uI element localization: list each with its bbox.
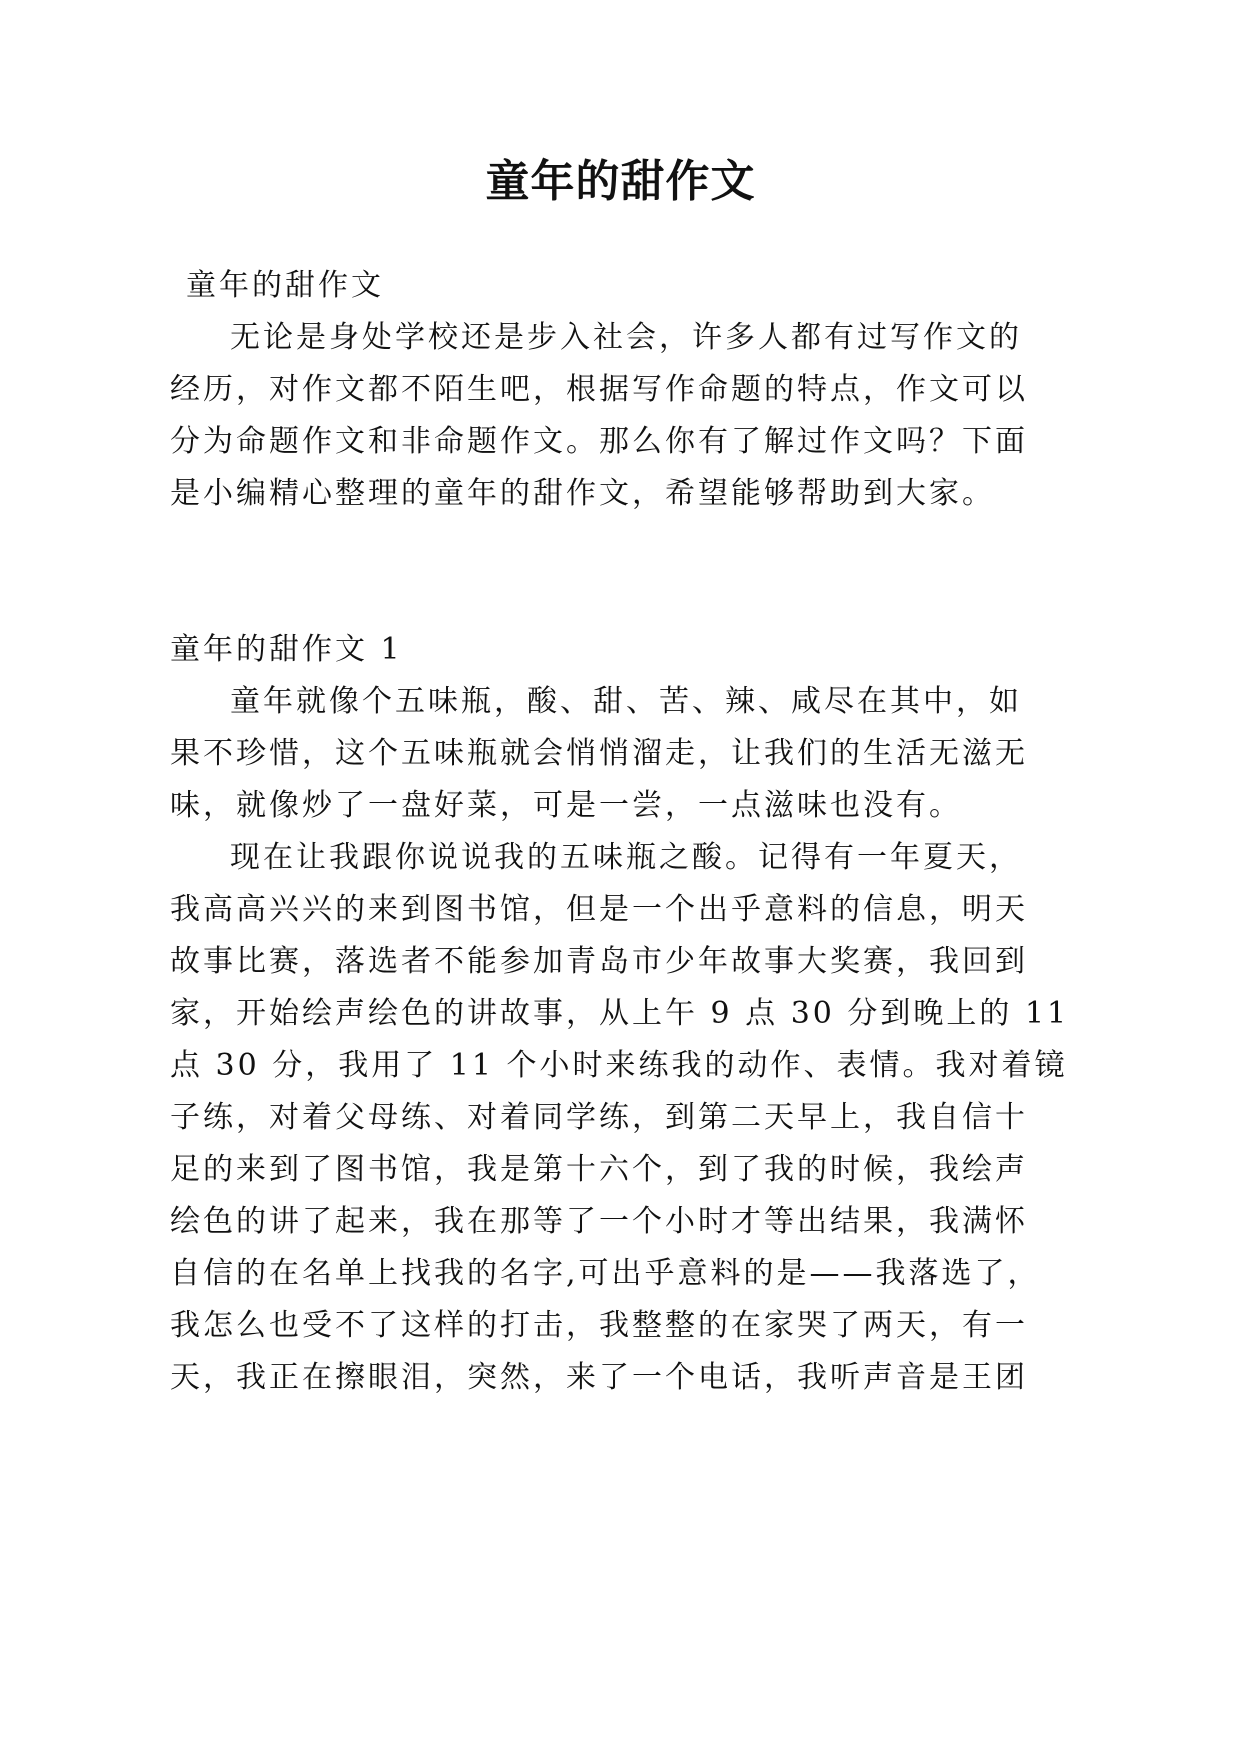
paragraph-line: 我怎么也受不了这样的打击，我整整的在家哭了两天，有一 <box>170 1308 1028 1343</box>
paragraph-line: 故事比赛，落选者不能参加青岛市少年故事大奖赛，我回到 <box>170 944 1028 979</box>
intro-line: 无论是身处学校还是步入社会，许多人都有过写作文的 <box>230 320 1022 355</box>
paragraph-line: 果不珍惜，这个五味瓶就会悄悄溜走，让我们的生活无滋无 <box>170 736 1028 771</box>
paragraph-line: 自信的在名单上找我的名字,可出乎意料的是——我落选了， <box>170 1256 1041 1291</box>
document-subtitle: 童年的甜作文 <box>186 268 384 303</box>
intro-line: 经历，对作文都不陌生吧，根据写作命题的特点，作文可以 <box>170 372 1028 407</box>
paragraph-line: 天，我正在擦眼泪，突然，来了一个电话，我听声音是王团 <box>170 1360 1028 1395</box>
paragraph-line: 现在让我跟你说说我的五味瓶之酸。记得有一年夏天， <box>230 840 1022 875</box>
paragraph-line: 我高高兴兴的来到图书馆，但是一个出乎意料的信息，明天 <box>170 892 1028 927</box>
paragraph-line: 绘色的讲了起来，我在那等了一个小时才等出结果，我满怀 <box>170 1204 1028 1239</box>
intro-line: 分为命题作文和非命题作文。那么你有了解过作文吗？下面 <box>170 424 1028 459</box>
section-heading: 童年的甜作文 1 <box>170 632 403 667</box>
paragraph-line: 家，开始绘声绘色的讲故事，从上午 9 点 30 分到晚上的 11 <box>170 996 1070 1031</box>
intro-line: 是小编精心整理的童年的甜作文，希望能够帮助到大家。 <box>170 476 995 511</box>
paragraph-line: 足的来到了图书馆，我是第十六个，到了我的时候，我绘声 <box>170 1152 1028 1187</box>
paragraph-line: 点 30 分，我用了 11 个小时来练我的动作、表情。我对着镜 <box>170 1048 1068 1083</box>
paragraph-line: 童年就像个五味瓶，酸、甜、苦、辣、咸尽在其中，如 <box>230 684 1022 719</box>
paragraph-line: 子练，对着父母练、对着同学练，到第二天早上，我自信十 <box>170 1100 1028 1135</box>
paragraph-line: 味，就像炒了一盘好菜，可是一尝，一点滋味也没有。 <box>170 788 962 823</box>
document-title: 童年的甜作文 <box>485 156 756 207</box>
